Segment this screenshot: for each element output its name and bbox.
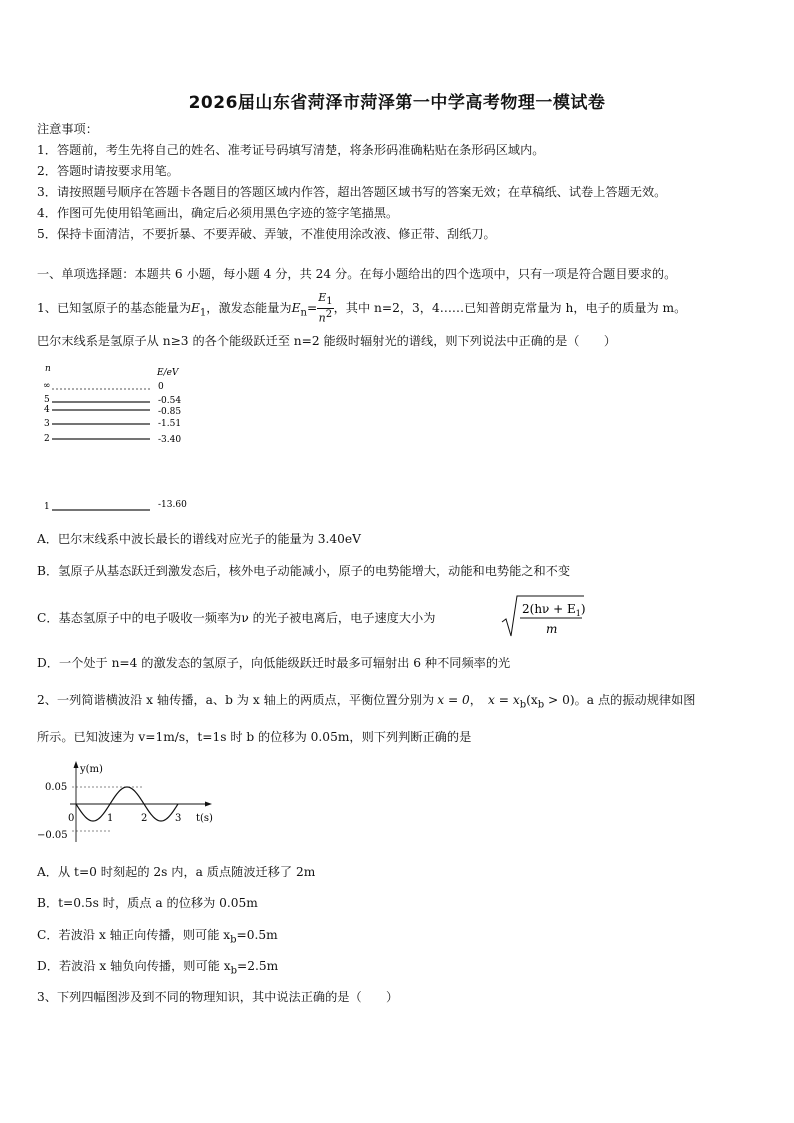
q1-e1-sub: 1: [199, 307, 207, 319]
y-axis-label: y(m): [80, 764, 103, 775]
y-tick-positive: 0.05: [45, 782, 68, 793]
q1-option-d: D．一个处于 n=4 的激发态的氢原子，向低能级跃迁时最多可辐射出 6 种不同频率的光: [37, 656, 511, 670]
level-e-5: -0.54: [158, 396, 182, 406]
q1-option-c: C．基态氢原子中的电子吸收一频率为ν 的光子被电离后，电子速度大小为: [37, 611, 436, 625]
y-axis-arrow: [74, 761, 79, 768]
q2-option-d: D．若波沿 x 轴负向传播，则可能 $x_b=2.5m$: [37, 959, 279, 977]
x-axis-arrow: [205, 802, 212, 807]
q1-option-a: A．巴尔末线系中波长最长的谱线对应光子的能量为 3.40eV: [37, 532, 361, 546]
q3-stem: 3、下列四幅图涉及到不同的物理知识，其中说法正确的是（ ）: [37, 990, 399, 1004]
q1-option-c-sqrt: [500, 594, 590, 640]
note-item: 2．答题时请按要求用笔。: [37, 164, 179, 178]
q2-x0: x = 0: [437, 693, 470, 707]
q1-text-c: ，其中 n=2，3，4……已知普朗克常量为 h，电子的质量为 m。: [333, 300, 687, 315]
diagram-e-label: E/eV: [157, 368, 179, 378]
q2-text-a: 2、一列简谐横波沿 x 轴传播，a、b 为 x 轴上的两质点，平衡位置分别为: [37, 693, 435, 707]
diagram-n-label: n: [45, 364, 51, 374]
q2-option-b: B．t=0.5s 时，质点 a 的位移为 0.05m: [37, 896, 258, 910]
q2-xb-sub: b: [519, 699, 527, 711]
x-axis-label: t(s): [196, 813, 213, 824]
y-tick-negative: −0.05: [37, 830, 68, 841]
note-item: 4．作图可先使用铅笔画出，确定后必须用黑色字迹的签字笔描黑。: [37, 206, 399, 220]
level-n-4: 4: [44, 405, 50, 415]
vibration-graph: [36, 760, 226, 844]
q1-text-b: ，激发态能量为: [206, 300, 292, 315]
q2-option-c: C．若波沿 x 轴正向传播，则可能 $x_b=0.5m$: [37, 928, 278, 946]
level-n-inf: ∞: [43, 381, 51, 391]
note-item: 5．保持卡面清洁，不要折暴、不要弄破、弄皱，不准使用涂改液、修正带、刮纸刀。: [37, 227, 496, 241]
note-item: 1．答题前，考生先将自己的姓名、准考证号码填写清楚，将条形码准确粘贴在条形码区域内。: [37, 143, 545, 157]
q2-stem-line1: [37, 692, 695, 713]
section-header: 一、单项选择题：本题共 6 小题，每小题 4 分，共 24 分。在每小题给出的四个选项中，只有一项是符合题目要求的。: [37, 267, 677, 281]
sqrt-numerator: $2(h\nu + E_1)$: [522, 602, 586, 618]
q1-e1: E: [191, 300, 200, 315]
q1-frac-num-sub: 1: [326, 296, 333, 308]
x-tick-1: 1: [107, 813, 114, 824]
q2-xb-cond-end: > 0): [544, 693, 575, 707]
q1-stem-line2: 巴尔末线系是氢原子从 n≥3 的各个能级跃迁至 n=2 能级时辐射光的谱线，则下列说法中正确的是（ ）: [37, 334, 617, 348]
level-n-5: 5: [44, 395, 50, 405]
q1-frac-den-sup: 2: [325, 309, 333, 321]
origin-label: 0: [68, 813, 75, 824]
energy-level-diagram: [40, 362, 220, 514]
q1-eq: =: [306, 300, 318, 315]
q1-fraction: [317, 292, 333, 325]
page-title: 2026届山东省菏泽市菏泽第一中学高考物理一模试卷: [188, 93, 606, 113]
q2-sep: ，: [469, 693, 482, 707]
q1-frac-den: n: [318, 311, 326, 325]
q1-text-a: 1、已知氢原子的基态能量为: [37, 300, 192, 315]
q2-xb-cond: (x: [526, 693, 538, 707]
q2-xb: x = x: [487, 693, 520, 707]
q2-stem-line2: 所示。已知波速为 v=1m/s，t=1s 时 b 的位移为 0.05m，则下列判断正确的是: [37, 730, 472, 744]
x-tick-3: 3: [175, 813, 182, 824]
level-e-3: -1.51: [158, 419, 182, 429]
q1-en-sub: n: [300, 307, 307, 319]
q1-frac-num: E: [318, 291, 327, 304]
level-n-2: 2: [44, 434, 50, 444]
level-n-1: 1: [44, 502, 50, 512]
note-item: 3．请按照题号顺序在答题卡各题目的答题区域内作答，超出答题区域书写的答案无效；在草稿纸、试卷上答题无效。: [37, 185, 667, 199]
x-tick-2: 2: [141, 813, 148, 824]
sqrt-denominator: m: [546, 622, 558, 636]
q2-xb-cond-sub: b: [537, 699, 545, 711]
level-e-2: -3.40: [158, 435, 182, 445]
q1-stem-line1: [37, 292, 686, 325]
level-n-3: 3: [44, 419, 50, 429]
level-e-1: -13.60: [158, 500, 187, 510]
q1-option-b: B．氢原子从基态跃迁到激发态后，核外电子动能减小，原子的电势能增大，动能和电势能之和不变: [37, 564, 571, 578]
q2-text-b: 。a 点的振动规律如图: [574, 693, 696, 707]
notes-heading: 注意事项：: [37, 122, 98, 136]
level-e-4: -0.85: [158, 407, 182, 417]
level-e-inf: 0: [158, 382, 164, 392]
q1-en: E: [291, 300, 301, 315]
q2-option-a: A．从 t=0 时刻起的 2s 内，a 质点随波迁移了 2m: [37, 865, 316, 879]
